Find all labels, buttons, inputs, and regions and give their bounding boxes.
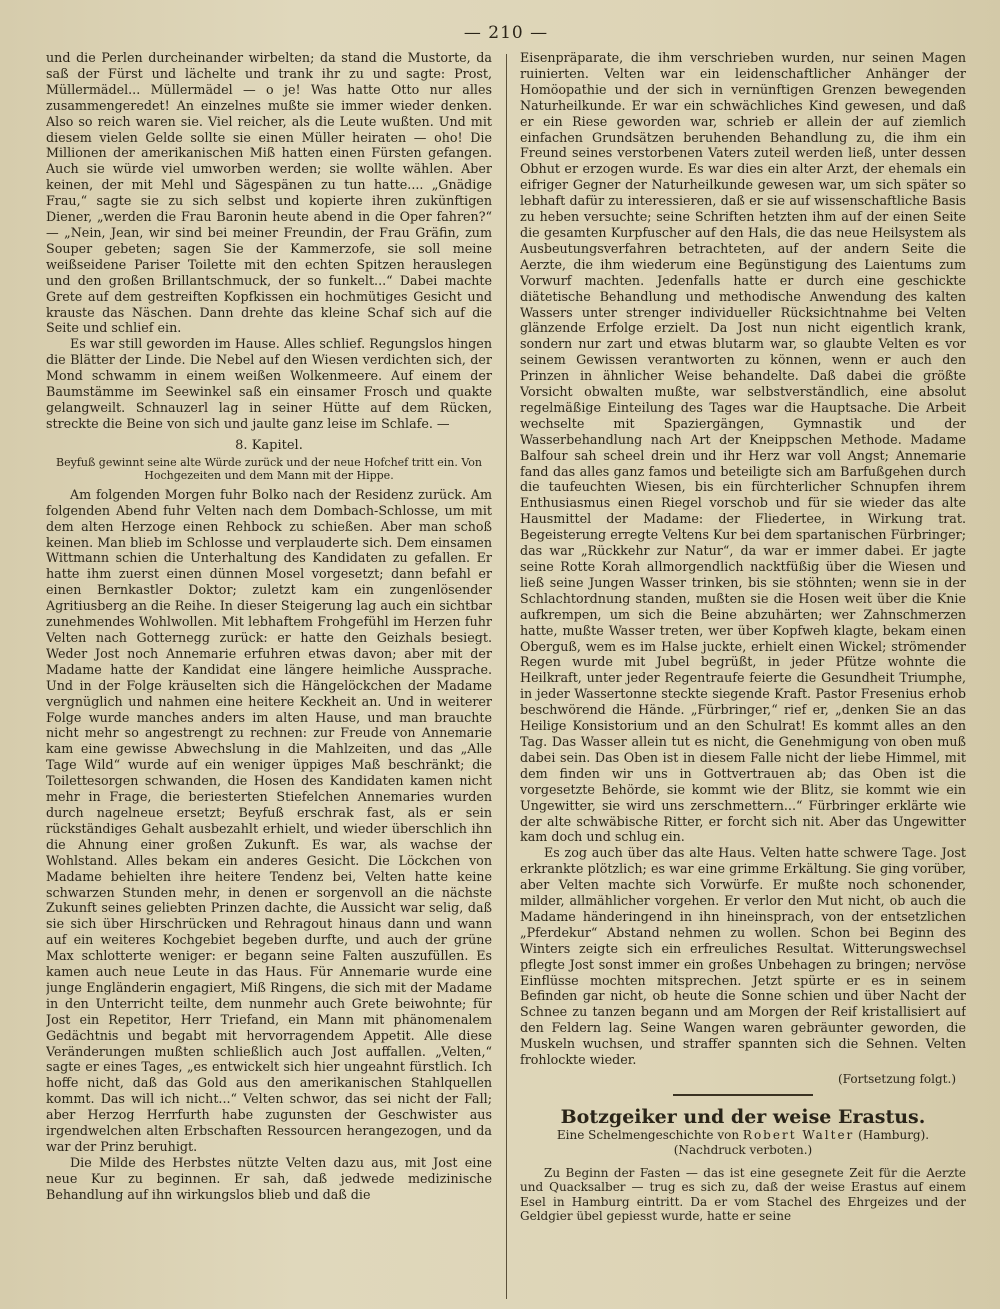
- story-author: Robert Walter: [742, 1127, 855, 1142]
- paragraph: Es war still geworden im Hause. Alles schlief. Regungslos hingen die Blätter der Linde. Die Nebel auf den Wiesen verdichten sich, der Mond schwamm in einem weißen Wolkenmeere. Auf einem der Baumstämme im Seewinkel saß ein einsamer Frosch und quakte gelangweilt. Schnauzerl lag in seiner Hütte auf dem Rücken, streckte die Beine von sich und jaulte ganz leise im Schlafe. —: [46, 336, 492, 431]
- section-divider: [673, 1094, 813, 1096]
- story-title: Botzgeiker und der weise Erastus.: [560, 1105, 926, 1128]
- paragraph: Am folgenden Morgen fuhr Bolko nach der Residenz zurück. Am folgenden Abend fuhr Velten nach dem Dombach-Schlosse, um mit dem alten Herzoge einen Rehbock zu schießen. Aber man schoß keinen. Man blieb im Schlosse und verplauderte sich. Dem einsamen Wittmann schien die Unterhaltung des Kandidaten zu gefallen. Er hatte ihm zuerst einen dünnen Mosel vorgesetzt; dann befahl er einen Bernkastler Doktor; zuletzt kam ein zungenlösender Agritiusberg an die Reihe. In dieser Steigerung lag auch ein sichtbar zunehmendes Wohlwollen. Mit lebhaftem Frohgefühl im Herzen fuhr Velten nach Gotternegg zurück: er hatte den Geizhals besiegt. Weder Jost noch Annemarie erfuhren etwas davon; aber mit der Madame hatte der Kandidat eine längere heimliche Aussprache. Und in der Folge kräuselten sich die Hängelöckchen der Madame vergnüglich und nahmen eine heitere Keckheit an. Und in weiterer Folge wurde manches anders im alten Hause, und man brauchte nicht mehr so angestrengt zu rechnen: zur Freude von Annemarie kam eine gewisse Abwechslung in die Mahlzeiten, und das „Alle Tage Wild“ wurde auf ein weniger üppiges Maß beschränkt; die Toilettesorgen schwanden, die Hosen des Kandidaten kamen nicht mehr in Frage, die beriesterten Stiefelchen Annemaries wurden durch nagelneue ersetzt; Beyfuß erschrak fast, als er sein rückständiges Gehalt ausbezahlt erhielt, und wieder überschlich ihn die Ahnung einer großen Zukunft. Es war, als wachse der Wohlstand. Alles bekam ein anderes Gesicht. Die Löckchen von Madame behielten ihre heitere Tendenz bei, Velten hatte keine schwarzen Stunden mehr, in denen er sorgenvoll an die nächste Zukunft seines geliebten Prinzen dachte, die Aussicht war selig, daß sie sich über Hirschrücken und Rehragout hinaus dann und wann auf ein weiteres Kochgebiet begeben durfte, und auch der grüne Max schlotterte weniger: er begann seine Falten auszufüllen. Es kamen auch neue Leute in das Haus. Für Annemarie wurde eine junge Engländerin engagiert, Miß Ringens, die sich mit der Madame in den Unterricht teilte, dem nunmehr auch Grete beiwohnte; für Jost ein Repetitor, Herr Triefand, ein Mann mit phänomenalem Gedächtnis und begabt mit hervorragendem Appetit. Alle diese Veränderungen mußten schließlich auch Jost auffallen. „Velten,“ sagte er eines Tages, „es entwickelt sich hier ungeahnt fürstlich. Ich hoffe nicht, daß das Gold aus den amerikanischen Stahlquellen kommt. Das will ich nicht...“ Velten schwor, das sei nicht der Fall; aber Herzog Herrfurth habe zugunsten der Geschwister aus irgendwelchen alten Erbschaften Ressourcen herangezogen, und da war der Prinz beruhigt.: [46, 486, 492, 1154]
- right-column: [520, 50, 966, 1305]
- paragraph: Eisenpräparate, die ihm verschrieben wurden, nur seinen Magen ruinierten. Velten war ein leidenschaftlicher Anhänger der Homöopathie und der sich in vernünftigen Grenzen bewegenden Naturheilkunde. Er war ein schwächliches Kind gewesen, und daß er ein Riese geworden war, schrieb er allein der auf ziemlich einfachen Grundsätzen beruhenden Behandlung zu, die ihm ein Freund seines verstorbenen Vaters zuteil werden ließ, unter dessen Obhut er erzogen wurde. Es war dies ein alter Arzt, der ehemals ein eifriger Gegner der Naturheilkunde gewesen war, um sich später so lebhaft dafür zu interessieren, daß er sie auf wissenschaftliche Basis zu heben versuchte; seine Schriften hetzten ihm auf der einen Seite die gesamten Kurpfuscher auf den Hals, die das neue Heilsystem als Ausbeutungsverfahren betrachteten, auf der andern Seite die Aerzte, die ihm wiederum eine Begünstigung des Laientums zum Vorwurf machten. Jedenfalls hatte er durch eine geschickte diätetische Behandlung und methodische Anwendung des kalten Wassers unter strenger individueller Rücksichtnahme bei Velten glänzende Erfolge erzielt. Da Jost nun nicht eigentlich krank, sondern nur zart und etwas blutarm war, so glaubte Velten es vor seinem Gewissen verantworten zu können, wenn er auch den Prinzen in ähnlicher Weise behandelte. Daß dabei die größte Vorsicht obwalten mußte, war selbstverständlich, eine absolut regelmäßige Einteilung des Tages war die Hauptsache. Die Arbeit wechselte mit Spaziergängen, Gymnastik und der Wasserbehandlung nach Art der Kneippschen Methode. Madame Balfour sah scheel drein und ihr Herz war voll Angst; Annemarie fand das alles ganz famos und beteiligte sich am Barfußgehen durch die taufeuchten Wiesen, bis ein fürchterlicher Schnupfen ihrem Enthusiasmus einen Riegel vorschob und für sie wieder das alte Hausmittel der Madame: der Fliedertee, in Wirkung trat. Begeisterung erregte Veltens Kur bei dem spartanischen Fürbringer; das war „Rückkehr zur Natur“, da war er immer dabei. Er jagte seine Rotte Korah allmorgendlich nacktfüßig über die Wiesen und ließ seine Jungen Wasser trinken, bis sie stöhnten; wenn sie in der Schlachtordnung standen, mußten sie die Hosen weit über die Knie aufkrempen, um sich die Beine abzuhärten; wer Zahnschmerzen hatte, mußte Wasser treten, wer über Kopfweh klagte, bekam einen Oberguß, wem es im Halse juckte, erhielt einen Wickel; strömender Regen wurde mit Jubel begrüßt, in jeder Pfütze wohnte die Heilkraft, unter jeder Regentraufe feierte die Gesundheit Triumphe, in jeder Wassertonne steckte siegende Kraft. Pastor Fresenius erhob beschwörend die Hände. „Fürbringer,“ rief er, „denken Sie an das Heilige Konsistorium und an den Schulrat! Es kommt alles an den Tag. Das Wasser allein tut es nicht, die Genehmigung von oben muß dabei sein. Das Oben ist in diesem Falle nicht der liebe Himmel, mit dem finden wir uns in Gottvertrauen ab; das Oben ist die vorgesetzte Behörde, sie kommt wie der Blitz, sie kommt wie ein Ungewitter, sie wird uns zerschmettern...“ Fürbringer erklärte wie der alte schwäbische Ritter, er forcht sich nit. Aber das Ungewitter kam doch und schlug ein.: [520, 50, 966, 845]
- page-number: — 210 —: [463, 23, 549, 43]
- reprint-note: (Nachdruck verboten.): [673, 1142, 813, 1157]
- story-subtitle: [520, 1128, 966, 1143]
- story-subtitle-suffix: (Hamburg).: [858, 1127, 930, 1142]
- chapter-title: 8. Kapitel.: [235, 437, 303, 453]
- text-columns: [46, 50, 966, 1305]
- story-subtitle-prefix: Eine Schelmengeschichte von: [556, 1127, 740, 1142]
- paragraph: Die Milde des Herbstes nützte Velten dazu aus, mit Jost eine neue Kur zu beginnen. Er sah, daß jedwede medizinische Behandlung auf ihn wirkungslos blieb und daß die: [46, 1154, 492, 1202]
- paragraph: und die Perlen durcheinander wirbelten; da stand die Mustorte, da saß der Fürst und lächelte und trank ihr zu und sagte: Prost, Müllermädel... Müllermädel — o je! Was hatte Otto nur alles zusammengeredet! An einzelnes mußte sie immer wieder denken. Also so reich waren sie. Viel reicher, als die Leute wußten. Und mit diesem vielen Gelde sollte sie einen Müller heiraten — oho! Die Millionen der amerikanischen Miß hatten einen Fürsten gefangen. Auch sie würde viel umworben werden; sie wollte wählen. Aber keinen, der mit Mehl und Sägespänen zu tun hatte.... „Gnädige Frau,“ sagte sie zu sich selbst und kopierte ihren zukünftigen Diener, „werden die Frau Baronin heute abend in die Oper fahren?“ — „Nein, Jean, wir sind bei meiner Freundin, der Frau Gräfin, zum Souper gebeten; sagen Sie der Kammerzofe, sie soll meine weißseidene Pariser Toilette mit den echten Spitzen herauslegen und den großen Brillantschmuck, der so funkelt...“ Dabei machte Grete auf dem gestreiften Kopfkissen ein hochmütiges Gesicht und krauste das Näschen. Dann drehte das kleine Schaf sich auf die Seite und schlief ein.: [46, 50, 492, 336]
- left-column: [46, 50, 492, 1305]
- paragraph: Es zog auch über das alte Haus. Velten hatte schwere Tage. Jost erkrankte plötzlich; es war eine grimme Erkältung. Sie ging vorüber, aber Velten machte sich Vorwürfe. Er mußte noch schonender, milder, allmählicher vorgehen. Er verlor den Mut nicht, ob auch die Madame händeringend in ihn hineinsprach, von der entsetzlichen „Pferdekur“ Abstand nehmen zu wollen. Schon bei Beginn des Winters zeigte sich ein erfreuliches Resultat. Witterungswechsel pflegte Jost sonst immer ein großes Unbehagen zu bringen; nervöse Einflüsse mochten mitsprechen. Jetzt spürte er es in seinem Befinden gar nicht, ob heute die Sonne schien und über Nacht der Schnee zu tanzen begann und am Morgen der Reif kristallisiert auf den Feldern lag. Seine Wangen waren gebräunter geworden, die Muskeln wuchsen, und straffer spannten sich die Sehnen. Velten frohlockte wieder.: [520, 845, 966, 1068]
- continuation-note: (Fortsetzung folgt.): [838, 1072, 956, 1086]
- story-paragraph: Zu Beginn der Fasten — das ist eine gesegnete Zeit für die Aerzte und Quacksalber — trug es sich zu, daß der weise Erastus auf einem Esel in Hamburg eintritt. Da er vom Stachel des Ehrgeizes und der Geldgier übel gepiesst wurde, hatte er seine: [520, 1165, 966, 1224]
- column-divider: [506, 54, 507, 1299]
- chapter-summary: Beyfuß gewinnt seine alte Würde zurück und der neue Hofchef tritt ein. Von Hochgezeiten und dem Mann mit der Hippe.: [55, 455, 483, 483]
